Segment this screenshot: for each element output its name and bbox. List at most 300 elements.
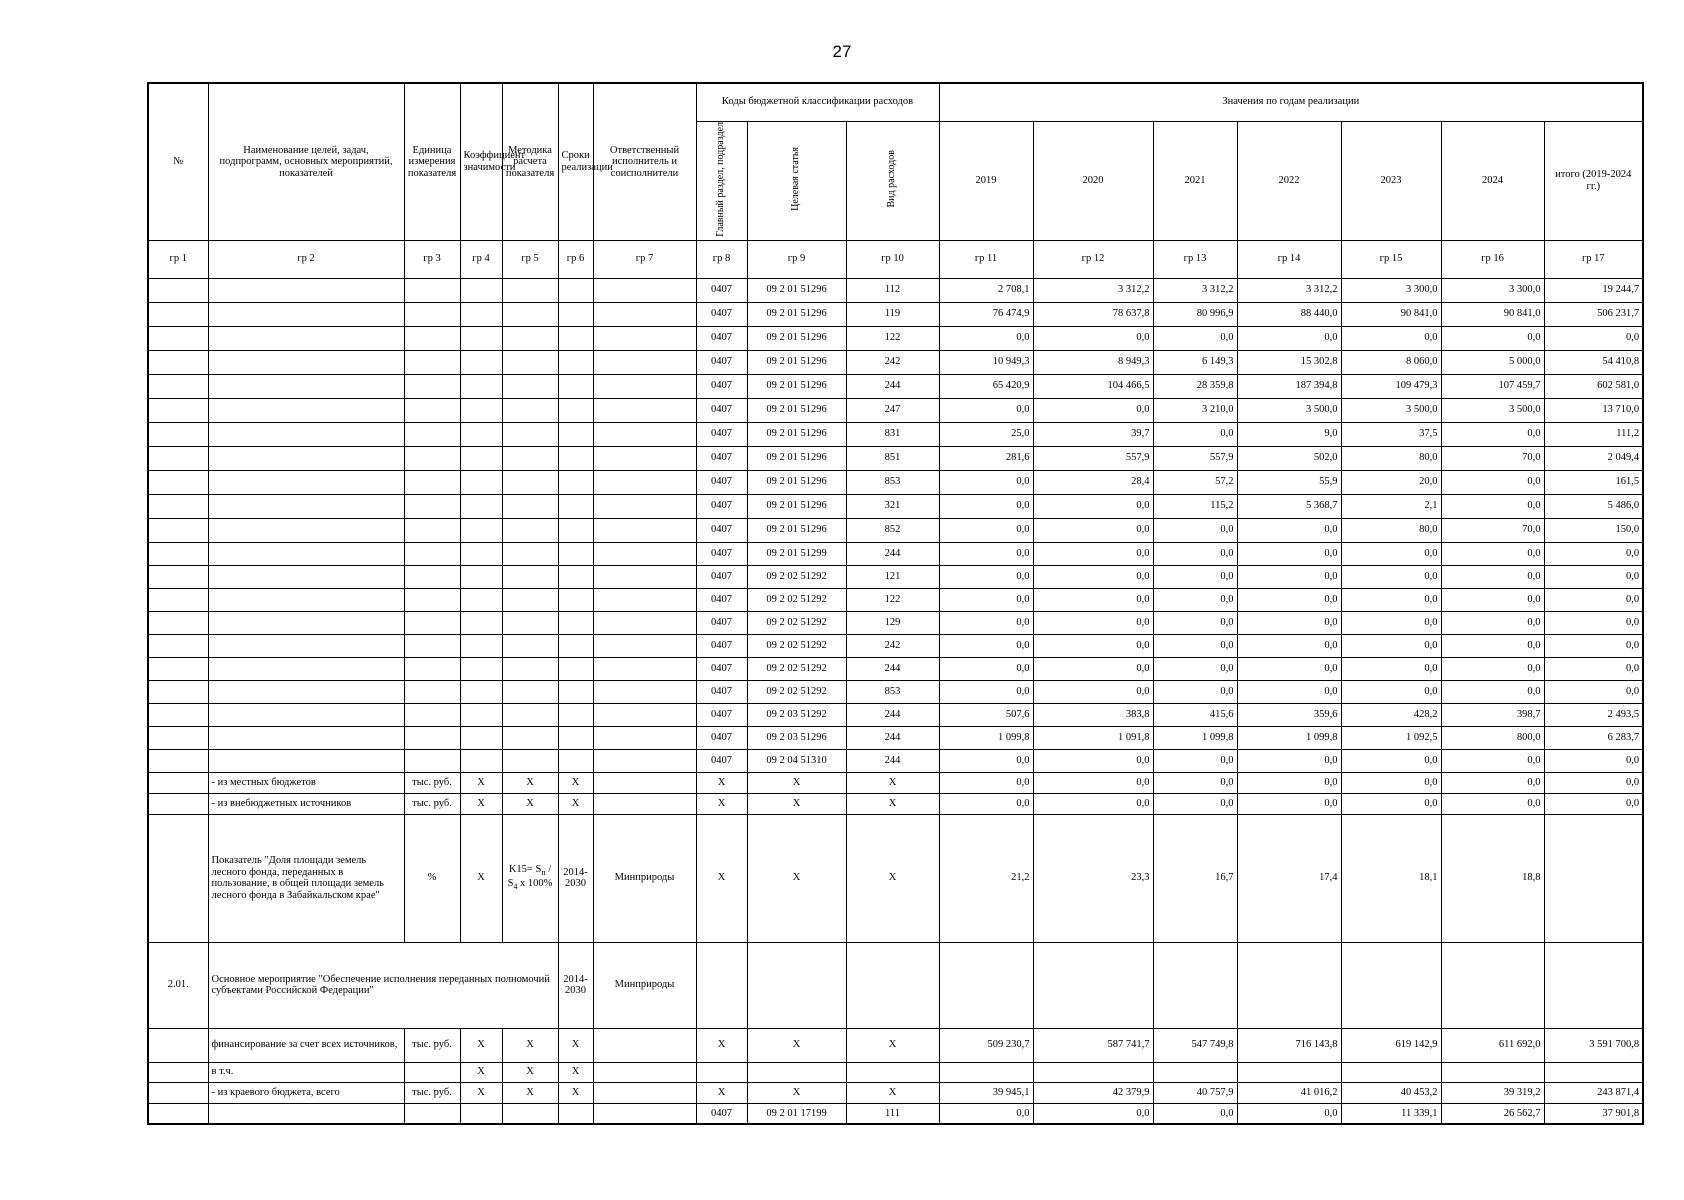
value-cell: 0,0 — [1441, 422, 1544, 446]
empty-cell — [846, 1062, 939, 1082]
value-cell: 2,1 — [1341, 494, 1441, 518]
empty-cell — [208, 374, 404, 398]
column-number: гр 2 — [208, 240, 404, 278]
value-cell: 0,0 — [1341, 657, 1441, 680]
value-cell: 0,0 — [1153, 588, 1237, 611]
empty-cell — [558, 1103, 593, 1124]
header-unit: Единица измерения показателя — [404, 83, 460, 240]
value-cell: 10 949,3 — [939, 350, 1033, 374]
value-cell: 0,0 — [1033, 494, 1153, 518]
responsible-cell: Минприроды — [593, 942, 696, 1028]
code-article-cell: 09 2 04 51310 — [747, 749, 846, 772]
value-cell: 161,5 — [1544, 470, 1643, 494]
empty-cell — [502, 326, 558, 350]
empty-cell — [747, 942, 846, 1028]
value-cell: 398,7 — [1441, 703, 1544, 726]
empty-cell — [558, 374, 593, 398]
value-cell: 0,0 — [1153, 1103, 1237, 1124]
unit-cell: тыс. руб. — [404, 1082, 460, 1103]
column-number: гр 15 — [1341, 240, 1441, 278]
value-cell: 0,0 — [1033, 611, 1153, 634]
code-section-cell: 0407 — [696, 703, 747, 726]
empty-cell — [502, 588, 558, 611]
value-cell: 281,6 — [939, 446, 1033, 470]
value-cell: 0,0 — [939, 680, 1033, 703]
empty-cell — [593, 494, 696, 518]
x-mark-cell: X — [460, 1028, 502, 1062]
empty-cell — [148, 350, 208, 374]
empty-cell — [1441, 942, 1544, 1028]
unit-cell: тыс. руб. — [404, 793, 460, 814]
empty-cell — [460, 374, 502, 398]
empty-cell — [148, 657, 208, 680]
code-article-cell: 09 2 01 51296 — [747, 398, 846, 422]
code-section-cell: 0407 — [696, 634, 747, 657]
value-cell: 243 871,4 — [1544, 1082, 1643, 1103]
value-cell: 3 300,0 — [1441, 278, 1544, 302]
value-cell: 19 244,7 — [1544, 278, 1643, 302]
code-section-cell: 0407 — [696, 470, 747, 494]
column-number-row — [148, 240, 1643, 278]
x-mark-cell: X — [696, 1028, 747, 1062]
empty-cell — [502, 1103, 558, 1124]
table-row — [148, 1062, 1643, 1082]
empty-cell — [148, 772, 208, 793]
empty-cell — [148, 1062, 208, 1082]
value-cell: 0,0 — [939, 326, 1033, 350]
header-year: 2023 — [1341, 121, 1441, 240]
value-cell: 3 312,2 — [1033, 278, 1153, 302]
empty-cell — [502, 703, 558, 726]
empty-cell — [593, 772, 696, 793]
empty-cell — [148, 588, 208, 611]
value-cell: 0,0 — [1441, 657, 1544, 680]
empty-cell — [502, 374, 558, 398]
code-type-cell: 119 — [846, 302, 939, 326]
empty-cell — [404, 634, 460, 657]
value-cell: 3 500,0 — [1237, 398, 1341, 422]
x-mark-cell: X — [846, 1028, 939, 1062]
empty-cell — [404, 703, 460, 726]
x-mark-cell: X — [747, 1082, 846, 1103]
header-term: Сроки реализации — [558, 83, 593, 240]
x-mark-cell: X — [696, 1082, 747, 1103]
value-cell: 0,0 — [1544, 611, 1643, 634]
empty-cell — [558, 634, 593, 657]
empty-cell — [593, 611, 696, 634]
column-number: гр 8 — [696, 240, 747, 278]
value-cell: 2 708,1 — [939, 278, 1033, 302]
empty-cell — [148, 398, 208, 422]
code-section-cell: 0407 — [696, 565, 747, 588]
empty-cell — [404, 1103, 460, 1124]
x-mark-cell: X — [460, 1062, 502, 1082]
code-article-cell: 09 2 02 51292 — [747, 565, 846, 588]
value-cell: 37 901,8 — [1544, 1103, 1643, 1124]
column-number: гр 1 — [148, 240, 208, 278]
value-cell: 40 453,2 — [1341, 1082, 1441, 1103]
value-cell: 42 379,9 — [1033, 1082, 1153, 1103]
empty-cell — [404, 494, 460, 518]
empty-cell — [208, 542, 404, 565]
table-row — [148, 772, 1643, 793]
value-cell: 0,0 — [1237, 1103, 1341, 1124]
value-cell: 55,9 — [1237, 470, 1341, 494]
empty-cell — [208, 1103, 404, 1124]
value-cell: 21,2 — [939, 814, 1033, 942]
method-formula-cell — [502, 814, 558, 942]
empty-cell — [208, 470, 404, 494]
value-cell: 8 949,3 — [1033, 350, 1153, 374]
empty-cell — [404, 350, 460, 374]
empty-cell — [404, 680, 460, 703]
empty-cell — [593, 703, 696, 726]
value-cell: 0,0 — [1237, 565, 1341, 588]
code-type-cell: 121 — [846, 565, 939, 588]
empty-cell — [696, 942, 747, 1028]
header-code-type — [846, 121, 939, 240]
value-cell: 0,0 — [1153, 680, 1237, 703]
value-cell: 0,0 — [1153, 772, 1237, 793]
value-cell: 80 996,9 — [1153, 302, 1237, 326]
empty-cell — [593, 588, 696, 611]
indicator-name-cell: Показатель "Доля площади земель лесного фонда, переданных в пользование, в общей площади земель лесного фонда в Забайкальском крае" — [208, 814, 404, 942]
value-cell: 0,0 — [1237, 634, 1341, 657]
code-section-cell: 0407 — [696, 350, 747, 374]
value-cell: 0,0 — [1341, 772, 1441, 793]
code-type-cell: 244 — [846, 703, 939, 726]
empty-cell — [404, 565, 460, 588]
empty-cell — [148, 278, 208, 302]
code-article-cell: 09 2 03 51292 — [747, 703, 846, 726]
empty-cell — [502, 470, 558, 494]
empty-cell — [148, 1028, 208, 1062]
empty-cell — [502, 542, 558, 565]
formula-part: / S — [507, 864, 552, 890]
value-cell: 15 302,8 — [1237, 350, 1341, 374]
header-coef: Коэффициент значимости — [460, 83, 502, 240]
empty-cell — [148, 422, 208, 446]
value-cell: 0,0 — [1544, 588, 1643, 611]
table-header — [148, 83, 1643, 278]
column-number: гр 7 — [593, 240, 696, 278]
empty-cell — [404, 726, 460, 749]
code-type-cell: 111 — [846, 1103, 939, 1124]
value-cell: 0,0 — [939, 588, 1033, 611]
code-type-cell: 852 — [846, 518, 939, 542]
value-cell: 9,0 — [1237, 422, 1341, 446]
header-method: Методика расчета показателя — [502, 83, 558, 240]
empty-cell — [148, 326, 208, 350]
value-cell: 0,0 — [1341, 793, 1441, 814]
empty-cell — [148, 470, 208, 494]
empty-cell — [502, 657, 558, 680]
value-cell: 70,0 — [1441, 446, 1544, 470]
header-year: 2024 — [1441, 121, 1544, 240]
value-cell: 0,0 — [1341, 326, 1441, 350]
value-cell: 0,0 — [1341, 588, 1441, 611]
empty-cell — [558, 565, 593, 588]
empty-cell — [558, 350, 593, 374]
code-type-cell: 244 — [846, 374, 939, 398]
column-number: гр 14 — [1237, 240, 1341, 278]
column-number: гр 6 — [558, 240, 593, 278]
empty-cell — [502, 749, 558, 772]
value-cell: 0,0 — [1544, 657, 1643, 680]
empty-cell — [460, 542, 502, 565]
code-article-cell: 09 2 01 51296 — [747, 446, 846, 470]
value-cell: 0,0 — [1341, 611, 1441, 634]
empty-cell — [1237, 942, 1341, 1028]
value-cell: 0,0 — [1033, 542, 1153, 565]
empty-cell — [208, 278, 404, 302]
code-type-cell: 321 — [846, 494, 939, 518]
value-cell: 0,0 — [939, 470, 1033, 494]
code-type-cell: 247 — [846, 398, 939, 422]
empty-cell — [558, 680, 593, 703]
value-cell: 587 741,7 — [1033, 1028, 1153, 1062]
empty-cell — [148, 793, 208, 814]
value-cell: 20,0 — [1341, 470, 1441, 494]
value-cell: 0,0 — [1033, 1103, 1153, 1124]
empty-cell — [1341, 1062, 1441, 1082]
value-cell: 0,0 — [1441, 494, 1544, 518]
empty-cell — [502, 494, 558, 518]
value-cell: 3 500,0 — [1341, 398, 1441, 422]
value-cell: 0,0 — [1033, 518, 1153, 542]
value-cell: 2 049,4 — [1544, 446, 1643, 470]
value-cell: 0,0 — [1341, 565, 1441, 588]
table-row — [148, 1103, 1643, 1124]
code-type-cell: 242 — [846, 350, 939, 374]
value-cell: 0,0 — [1237, 326, 1341, 350]
table-row — [148, 703, 1643, 726]
empty-cell — [558, 302, 593, 326]
code-section-cell: 0407 — [696, 278, 747, 302]
empty-cell — [558, 446, 593, 470]
empty-cell — [747, 1062, 846, 1082]
value-cell: 1 092,5 — [1341, 726, 1441, 749]
value-cell: 39 319,2 — [1441, 1082, 1544, 1103]
value-cell: 0,0 — [1441, 634, 1544, 657]
empty-cell — [460, 350, 502, 374]
code-article-cell: 09 2 01 51296 — [747, 350, 846, 374]
empty-cell — [148, 726, 208, 749]
code-section-cell: 0407 — [696, 588, 747, 611]
empty-cell — [502, 518, 558, 542]
empty-cell — [593, 422, 696, 446]
value-cell: 70,0 — [1441, 518, 1544, 542]
empty-cell — [208, 749, 404, 772]
value-cell: 0,0 — [939, 772, 1033, 793]
code-type-cell: 244 — [846, 542, 939, 565]
formula-part: 4 — [513, 882, 518, 892]
empty-cell — [148, 703, 208, 726]
value-cell: 17,4 — [1237, 814, 1341, 942]
empty-cell — [1033, 942, 1153, 1028]
empty-cell — [558, 326, 593, 350]
empty-cell — [148, 680, 208, 703]
code-section-cell: 0407 — [696, 749, 747, 772]
value-cell: 13 710,0 — [1544, 398, 1643, 422]
value-cell: 0,0 — [939, 634, 1033, 657]
column-number: гр 13 — [1153, 240, 1237, 278]
value-cell: 502,0 — [1237, 446, 1341, 470]
unit-cell: % — [404, 814, 460, 942]
header-year: 2021 — [1153, 121, 1237, 240]
empty-cell — [460, 680, 502, 703]
value-cell: 0,0 — [1237, 749, 1341, 772]
empty-cell — [404, 657, 460, 680]
empty-cell — [460, 518, 502, 542]
empty-cell — [460, 703, 502, 726]
header-code-article-label: Целевая статья — [790, 146, 802, 211]
empty-cell — [1544, 942, 1643, 1028]
empty-cell — [460, 726, 502, 749]
code-section-cell: 0407 — [696, 398, 747, 422]
value-cell: 0,0 — [1033, 793, 1153, 814]
value-cell: 65 420,9 — [939, 374, 1033, 398]
table-row — [148, 565, 1643, 588]
value-cell: 18,1 — [1341, 814, 1441, 942]
empty-cell — [558, 749, 593, 772]
x-mark-cell: X — [460, 772, 502, 793]
value-cell: 0,0 — [1033, 680, 1153, 703]
table-row — [148, 470, 1643, 494]
code-section-cell: 0407 — [696, 302, 747, 326]
table-row — [148, 1082, 1643, 1103]
empty-cell — [593, 1082, 696, 1103]
x-mark-cell: X — [696, 793, 747, 814]
table-row — [148, 350, 1643, 374]
empty-cell — [460, 565, 502, 588]
value-cell: 0,0 — [939, 611, 1033, 634]
empty-cell — [460, 494, 502, 518]
table-row — [148, 326, 1643, 350]
table-row — [148, 749, 1643, 772]
value-cell: 0,0 — [1033, 749, 1153, 772]
value-cell: 16,7 — [1153, 814, 1237, 942]
value-cell: 0,0 — [939, 398, 1033, 422]
header-year: 2020 — [1033, 121, 1153, 240]
value-cell: 0,0 — [1544, 542, 1643, 565]
value-cell: 0,0 — [1033, 565, 1153, 588]
event-name-cell: Основное мероприятие "Обеспечение исполнения переданных полномочий субъектами Российской Федерации" — [208, 942, 558, 1028]
code-section-cell: 0407 — [696, 518, 747, 542]
value-cell: 28,4 — [1033, 470, 1153, 494]
value-cell: 359,6 — [1237, 703, 1341, 726]
value-cell: 76 474,9 — [939, 302, 1033, 326]
empty-cell — [502, 680, 558, 703]
value-cell: 0,0 — [939, 1103, 1033, 1124]
empty-cell — [502, 350, 558, 374]
empty-cell — [460, 422, 502, 446]
table-row — [148, 680, 1643, 703]
value-cell: 0,0 — [939, 518, 1033, 542]
empty-cell — [1153, 942, 1237, 1028]
value-cell: 0,0 — [1544, 749, 1643, 772]
empty-cell — [208, 657, 404, 680]
x-mark-cell: X — [696, 814, 747, 942]
unit-cell: тыс. руб. — [404, 1028, 460, 1062]
empty-cell — [404, 749, 460, 772]
value-cell: 25,0 — [939, 422, 1033, 446]
table-row — [148, 518, 1643, 542]
code-section-cell: 0407 — [696, 422, 747, 446]
empty-cell — [502, 422, 558, 446]
table-row — [148, 588, 1643, 611]
table-row — [148, 611, 1643, 634]
empty-cell — [558, 494, 593, 518]
value-cell: 5 368,7 — [1237, 494, 1341, 518]
code-section-cell: 0407 — [696, 494, 747, 518]
empty-cell — [404, 278, 460, 302]
value-cell: 0,0 — [1237, 772, 1341, 793]
empty-cell — [404, 374, 460, 398]
value-cell: 0,0 — [1441, 793, 1544, 814]
empty-cell — [593, 1062, 696, 1082]
table-row — [148, 793, 1643, 814]
empty-cell — [460, 657, 502, 680]
empty-cell — [502, 565, 558, 588]
empty-cell — [593, 350, 696, 374]
value-cell: 0,0 — [1441, 749, 1544, 772]
code-section-cell: 0407 — [696, 542, 747, 565]
code-section-cell: 0407 — [696, 374, 747, 398]
table-row — [148, 657, 1643, 680]
code-type-cell: 831 — [846, 422, 939, 446]
table-body — [148, 278, 1643, 1124]
code-article-cell: 09 2 02 51292 — [747, 588, 846, 611]
value-cell: 0,0 — [1033, 326, 1153, 350]
value-cell: 506 231,7 — [1544, 302, 1643, 326]
empty-cell — [593, 302, 696, 326]
code-type-cell: 242 — [846, 634, 939, 657]
value-cell: 0,0 — [1237, 542, 1341, 565]
empty-cell — [593, 793, 696, 814]
table-row — [148, 278, 1643, 302]
empty-cell — [593, 470, 696, 494]
value-cell: 78 637,8 — [1033, 302, 1153, 326]
code-section-cell: 0407 — [696, 657, 747, 680]
responsible-cell: Минприроды — [593, 814, 696, 942]
empty-cell — [1544, 1062, 1643, 1082]
code-type-cell: 122 — [846, 588, 939, 611]
empty-cell — [148, 749, 208, 772]
unit-cell: тыс. руб. — [404, 772, 460, 793]
value-cell: 557,9 — [1153, 446, 1237, 470]
value-cell: 54 410,8 — [1544, 350, 1643, 374]
header-year: 2022 — [1237, 121, 1341, 240]
value-cell: 3 312,2 — [1153, 278, 1237, 302]
empty-cell — [846, 942, 939, 1028]
empty-cell — [502, 278, 558, 302]
empty-cell — [460, 278, 502, 302]
column-number: гр 3 — [404, 240, 460, 278]
empty-cell — [208, 494, 404, 518]
value-cell: 602 581,0 — [1544, 374, 1643, 398]
value-cell: 80,0 — [1341, 518, 1441, 542]
empty-cell — [502, 302, 558, 326]
x-mark-cell: X — [747, 793, 846, 814]
value-cell: 90 841,0 — [1341, 302, 1441, 326]
empty-cell — [208, 726, 404, 749]
empty-cell — [404, 542, 460, 565]
code-type-cell: 853 — [846, 680, 939, 703]
value-cell: 5 000,0 — [1441, 350, 1544, 374]
code-article-cell: 09 2 01 51296 — [747, 518, 846, 542]
value-cell: 415,6 — [1153, 703, 1237, 726]
